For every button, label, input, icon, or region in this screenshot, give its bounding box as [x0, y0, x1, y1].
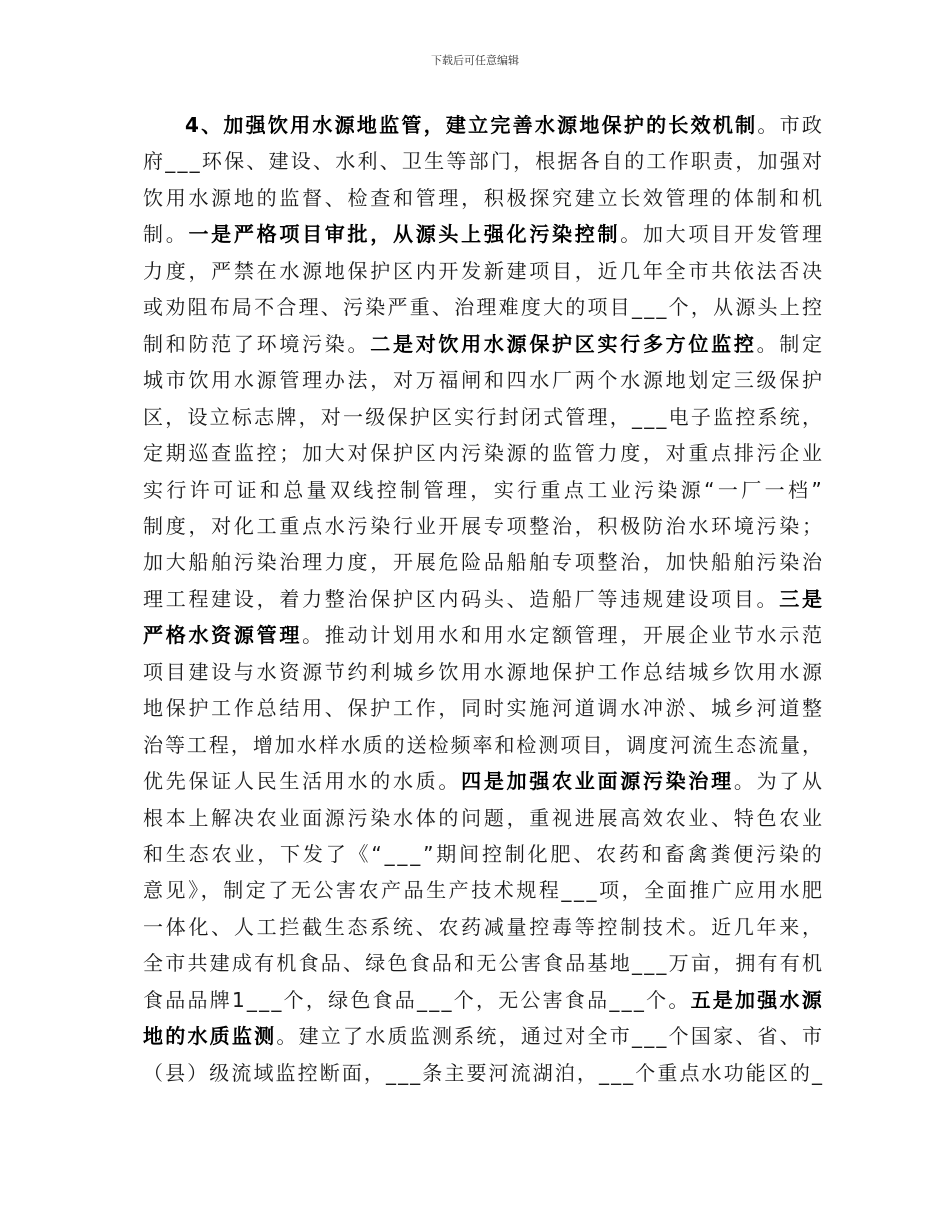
paragraph-line [143, 581, 825, 617]
paragraph-line [143, 143, 824, 179]
paragraph-line [143, 253, 825, 289]
paragraph-line [185, 107, 824, 143]
body-text: 定期巡查监控；加大对保护区内污染源的监管力度，对重点排污企业 [143, 441, 825, 466]
paragraph-line [143, 544, 825, 580]
bold-heading-text: 五是加强水源 [690, 987, 824, 1012]
paragraph-line [143, 435, 825, 471]
paragraph-line [143, 872, 825, 908]
body-text: 食品品牌1___个，绿色食品___个，无公害食品___个。 [143, 987, 691, 1012]
paragraph-line [143, 216, 825, 252]
body-text: 。制定 [756, 331, 825, 356]
paragraph-line [143, 727, 824, 763]
body-text: （县）级流域监控断面，___条主要河流湖泊，___个重点水功能区的_ [143, 1060, 825, 1085]
body-text: 治等工程，增加水样水质的送检频率和检测项目，调度河流生态流量， [143, 732, 824, 757]
paragraph-line [143, 800, 825, 836]
body-text: 实行许可证和总量双线控制管理，实行重点工业污染源“一厂一档” [143, 477, 826, 502]
body-text: 。推动计划用水和用水定额管理，开展企业节水示范 [302, 623, 825, 648]
paragraph-line [143, 472, 825, 508]
paragraph-line [143, 362, 825, 398]
bold-heading-text: 一是严格项目审批，从源头上强化污染控制 [188, 222, 621, 247]
paragraph-line [143, 1055, 824, 1091]
body-text: 府___环保、建设、水利、卫生等部门，根据各自的工作职责，加强对 [143, 149, 825, 174]
body-text: 制和防范了环境污染。 [143, 331, 371, 356]
paragraph-line [143, 1018, 824, 1054]
body-text: 项目建设与水资源节约利城乡饮用水源地保护工作总结城乡饮用水源 [143, 659, 825, 684]
bold-heading-text: 三是 [779, 586, 825, 611]
body-text: 。市政 [757, 113, 825, 137]
body-text: 或劝阻布局不合理、污染严重、治理难度大的项目___个，从源头上控 [143, 295, 825, 320]
bold-heading-text: 4、加强饮用水源地监管，建立完善水源地保护的长效机制 [185, 113, 758, 137]
body-text: 力度，严禁在水源地保护区内开发新建项目，近几年全市共依法否决 [143, 258, 825, 283]
paragraph-line [143, 289, 824, 325]
paragraph-line [143, 690, 825, 726]
body-text: 制。 [143, 222, 189, 247]
body-text: 意见》，制定了无公害农产品生产技术规程___项，全面推广应用水肥 [143, 878, 825, 903]
paragraph-line [143, 945, 824, 981]
body-text: 优先保证人民生活用水的水质。 [143, 769, 462, 794]
page-header: 下载后可任意编辑 [431, 54, 519, 67]
paragraph-line [143, 399, 824, 435]
body-text: 地保护工作总结用、保护工作，同时实施河道调水冲淤、城乡河道整 [143, 696, 825, 721]
body-text: 城市饮用水源管理办法，对万福闸和四水厂两个水源地划定三级保护 [143, 368, 825, 393]
paragraph-line [143, 617, 825, 653]
paragraph-line [143, 326, 825, 362]
body-text: 理工程建设，着力整治保护区内码头、造船厂等违规建设项目。 [143, 586, 780, 611]
paragraph-line [143, 763, 825, 799]
body-text: 。加大项目开发管理 [620, 222, 825, 247]
body-text: 。建立了水质监测系统，通过对全市___个国家、省、市 [276, 1024, 825, 1049]
bold-heading-text: 地的水质监测 [143, 1024, 277, 1049]
body-text: 。为了从 [733, 769, 825, 794]
paragraph-line [143, 654, 825, 690]
body-text: 全市共建成有机食品、绿色食品和无公害食品基地___万亩，拥有有机 [143, 951, 825, 976]
bold-heading-text: 二是对饮用水源保护区实行多方位监控 [370, 331, 757, 356]
body-text: 加大船舶污染治理力度，开展危险品船舶专项整治，加快船舶污染治 [143, 550, 825, 575]
body-text: 饮用水源地的监督、检查和管理，积极探究建立长效管理的体制和机 [143, 185, 825, 210]
bold-heading-text: 四是加强农业面源污染治理 [461, 769, 734, 794]
paragraph-line [143, 836, 825, 872]
body-text: 一体化、人工拦截生态系统、农药减量控毒等控制技术。近几年来， [143, 914, 825, 939]
body-text: 区，设立标志牌，对一级保护区实行封闭式管理，___电子监控系统， [143, 404, 825, 429]
paragraph-line [143, 508, 825, 544]
bold-heading-text: 严格水资源管理 [143, 623, 303, 648]
paragraph-line [143, 982, 824, 1018]
body-text: 制度，对化工重点水污染行业开展专项整治，积极防治水环境污染； [143, 513, 825, 538]
paragraph-line [143, 909, 825, 945]
body-text: 和生态农业，下发了《“___”期间控制化肥、农药和畜禽粪便污染的 [143, 842, 825, 866]
body-text: 根本上解决农业面源污染水体的问题，重视进展高效农业、特色农业 [143, 805, 825, 830]
paragraph-line [143, 180, 825, 216]
